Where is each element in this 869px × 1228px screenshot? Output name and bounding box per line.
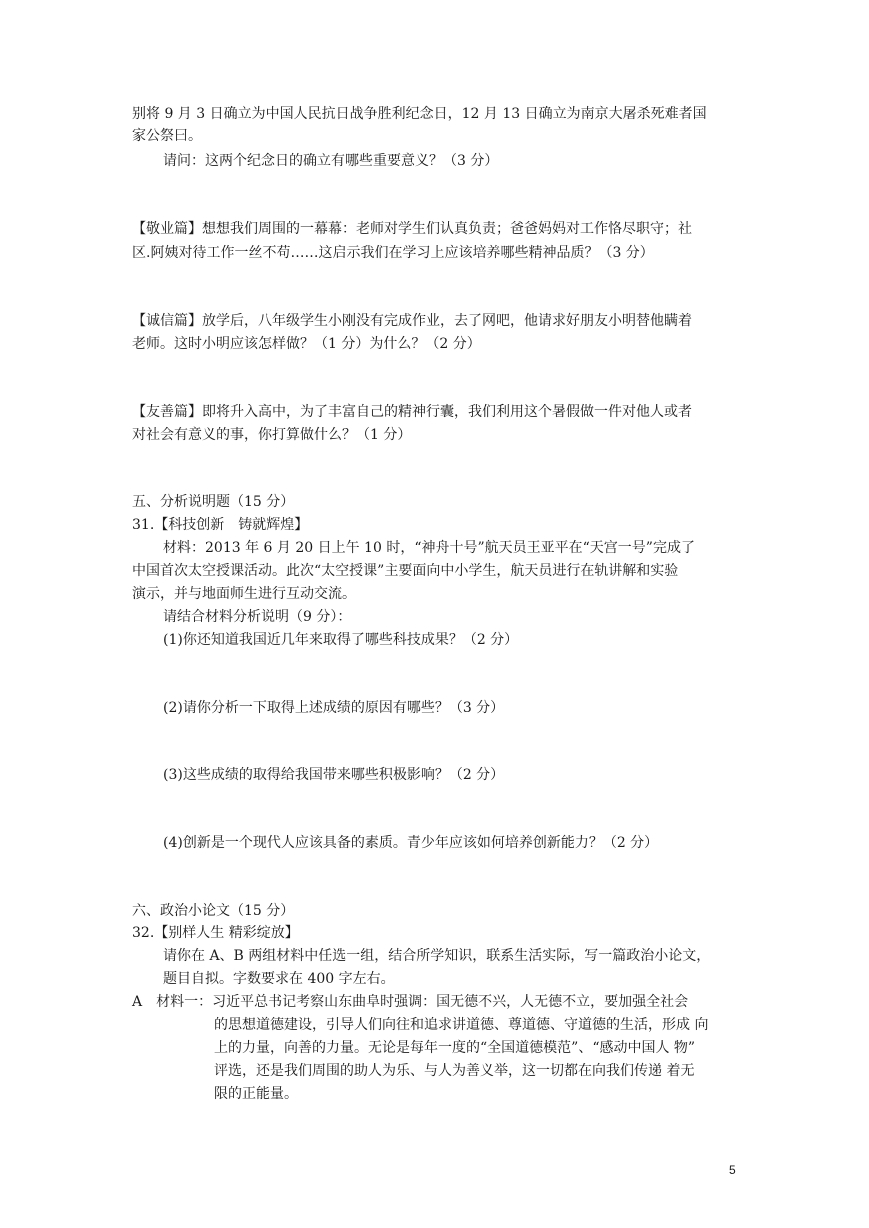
- sub-question: (4)创新是一个现代人应该具备的素质。青少年应该如何培养创新能力？（2 分）: [163, 835, 659, 851]
- material-text: 的思想道德建设，引导人们向往和追求讲道德、尊道德、守道德的生活，形成 向: [214, 1017, 709, 1033]
- material-text: 上的力量，向善的力量。无论是每年一度的“全国道德模范”、“感动中国人 物”: [214, 1040, 696, 1056]
- instruction-text: 请结合材料分析说明（9 分）：: [163, 609, 352, 625]
- sub-question: (3)这些成绩的取得给我国带来哪些积极影响？（2 分）: [163, 767, 505, 783]
- text-line: 区.阿姨对待工作一丝不苟……这启示我们在学习上应该培养哪些精神品质？（3 分）: [132, 245, 654, 261]
- text-line: 别将 9 月 3 日确立为中国人民抗日战争胜利纪念日，12 月 13 日确立为南京大屠杀死难者国: [132, 106, 707, 122]
- question-title: 32.【别样人生 精彩绽放】: [132, 925, 299, 941]
- page-number: 5: [729, 1163, 736, 1177]
- instruction-text: 请你在 A、B 两组材料中任选一组，结合所学知识，联系生活实际，写一篇政治小论文，: [163, 948, 711, 964]
- sub-question: (1)你还知道我国近几年来取得了哪些科技成果？（2 分）: [163, 632, 519, 648]
- text-line: 【敬业篇】想想我们周围的一幕幕：老师对学生们认真负责；爸爸妈妈对工作恪尽职守；社: [132, 221, 692, 237]
- section-heading: 五、分析说明题（15 分）: [132, 494, 295, 510]
- material-text: 限的正能量。: [214, 1086, 298, 1102]
- material-text: 演示，并与地面师生进行互动交流。: [132, 586, 356, 602]
- question-title: 31.【科技创新 铸就辉煌】: [132, 517, 309, 533]
- material-text: 中国首次太空授课活动。此次“太空授课”主要面向中小学生，航天员进行在轨讲解和实验: [132, 563, 679, 579]
- sub-question: (2)请你分析一下取得上述成绩的原因有哪些？（3 分）: [163, 700, 505, 716]
- material-text: 材料：2013 年 6 月 20 日上午 10 时，“神舟十号”航天员王亚平在“天宫一号”完成了: [163, 540, 695, 556]
- material-text: A 材料一：习近平总书记考察山东曲阜时强调：国无德不兴，人无德不立，要加强全社会: [132, 994, 689, 1010]
- instruction-text: 题目自拟。字数要求在 400 字左右。: [163, 971, 395, 987]
- text-line: 【诚信篇】放学后，八年级学生小刚没有完成作业，去了网吧，他请求好朋友小明替他瞒着: [132, 313, 692, 329]
- text-line: 家公祭曰。: [132, 128, 202, 144]
- text-line: 对社会有意义的事，你打算做什么？（1 分）: [132, 427, 412, 443]
- question-line: 请问：这两个纪念日的确立有哪些重要意义？（3 分）: [163, 153, 499, 169]
- section-heading: 六、政治小论文（15 分）: [132, 903, 295, 919]
- text-line: 【友善篇】即将升入高中，为了丰富自己的精神行囊，我们利用这个暑假做一件对他人或者: [132, 404, 692, 420]
- material-text: 评选，还是我们周围的助人为乐、与人为善义举，这一切都在向我们传递 着无: [214, 1063, 695, 1079]
- text-line: 老师。这时小明应该怎样做？（1 分）为什么？（2 分）: [132, 336, 481, 352]
